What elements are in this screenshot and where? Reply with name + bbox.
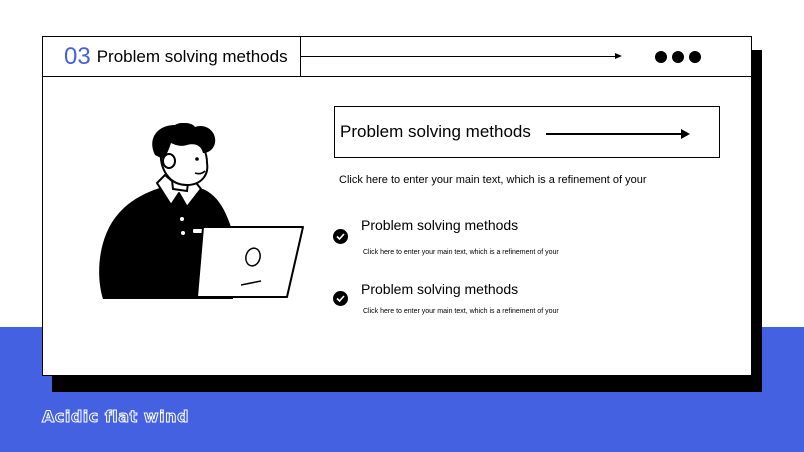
list-item-desc: Click here to enter your main text, which is a refinement of your <box>363 249 559 256</box>
slide-card <box>42 36 752 376</box>
list-item-title: Problem solving methods <box>361 281 519 297</box>
footer-caption: Acidic flat wind <box>42 407 189 426</box>
intro-text: Click here to enter your main text, which is a refinement of your <box>339 174 647 186</box>
content-heading: Problem solving methods <box>340 122 531 141</box>
check-circle-icon <box>333 291 348 306</box>
arrow-right-icon <box>546 133 682 135</box>
arrow-right-icon <box>301 56 616 57</box>
section-title: Problem solving methods <box>96 47 288 66</box>
more-dots-icon <box>655 51 701 63</box>
section-number: 03 <box>64 43 91 70</box>
check-circle-icon <box>333 229 348 244</box>
content-heading-box <box>334 106 720 158</box>
list-item-desc: Click here to enter your main text, which is a refinement of your <box>363 308 559 315</box>
person-with-laptop-illustration <box>91 123 307 303</box>
section-title-box <box>43 37 301 77</box>
list-item-title: Problem solving methods <box>361 217 519 233</box>
card-header <box>43 37 751 77</box>
